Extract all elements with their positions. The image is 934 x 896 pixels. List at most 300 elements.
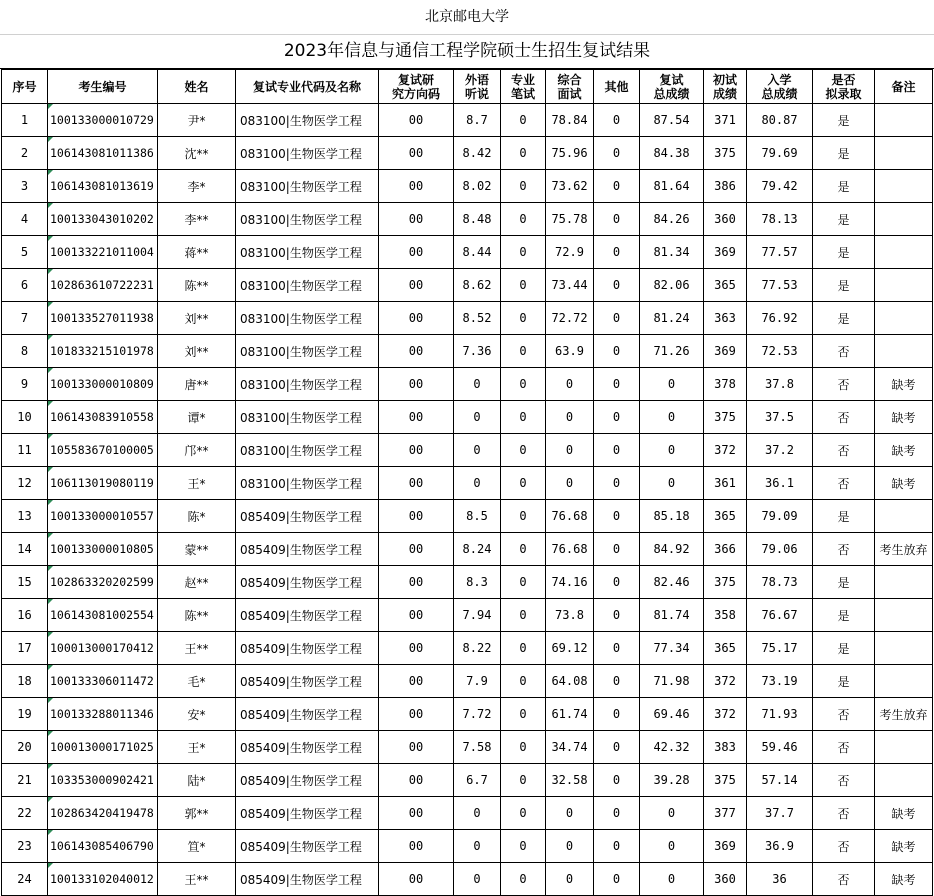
cell-name: 邝**: [158, 434, 236, 467]
cell-index: 5: [2, 236, 48, 269]
cell-major: 083100|生物医学工程: [236, 170, 379, 203]
cell-admission-total: 78.73: [747, 566, 813, 599]
cell-foreign-language: 0: [454, 467, 501, 500]
cell-name: 陈*: [158, 500, 236, 533]
col-header-major: 复试专业代码及名称: [236, 70, 379, 104]
table-row: [2, 500, 933, 533]
cell-other: 0: [594, 566, 640, 599]
cell-retest-total: 82.06: [640, 269, 704, 302]
cell-remark: [875, 599, 933, 632]
col-header-other: 其他: [594, 70, 640, 104]
cell-interview: 0: [546, 434, 594, 467]
cell-major: 083100|生物医学工程: [236, 302, 379, 335]
cell-research-direction: 00: [379, 533, 454, 566]
cell-index: 13: [2, 500, 48, 533]
cell-admitted: 否: [813, 830, 875, 863]
cell-interview: 69.12: [546, 632, 594, 665]
cell-research-direction: 00: [379, 797, 454, 830]
cell-other: 0: [594, 500, 640, 533]
cell-index: 4: [2, 203, 48, 236]
cell-other: 0: [594, 830, 640, 863]
cell-remark: 缺考: [875, 434, 933, 467]
cell-index: 24: [2, 863, 48, 896]
col-header-foreign-language: 外语 听说: [454, 70, 501, 104]
cell-retest-total: 0: [640, 401, 704, 434]
cell-initial-score: 383: [704, 731, 747, 764]
cell-other: 0: [594, 401, 640, 434]
cell-admitted: 是: [813, 236, 875, 269]
cell-name: 沈**: [158, 137, 236, 170]
cell-foreign-language: 7.58: [454, 731, 501, 764]
cell-major: 085409|生物医学工程: [236, 797, 379, 830]
col-header-admitted: 是否 拟录取: [813, 70, 875, 104]
cell-foreign-language: 0: [454, 401, 501, 434]
cell-research-direction: 00: [379, 401, 454, 434]
cell-research-direction: 00: [379, 368, 454, 401]
cell-research-direction: 00: [379, 170, 454, 203]
cell-major: 083100|生物医学工程: [236, 203, 379, 236]
cell-interview: 32.58: [546, 764, 594, 797]
cell-interview: 75.96: [546, 137, 594, 170]
cell-name: 安*: [158, 698, 236, 731]
cell-other: 0: [594, 104, 640, 137]
cell-name: 王**: [158, 632, 236, 665]
cell-other: 0: [594, 170, 640, 203]
cell-research-direction: 00: [379, 698, 454, 731]
cell-remark: 缺考: [875, 863, 933, 896]
cell-name: 郭**: [158, 797, 236, 830]
cell-index: 23: [2, 830, 48, 863]
cell-research-direction: 00: [379, 599, 454, 632]
cell-index: 10: [2, 401, 48, 434]
table-row: [2, 863, 933, 896]
cell-interview: 72.72: [546, 302, 594, 335]
cell-initial-score: 375: [704, 566, 747, 599]
cell-index: 18: [2, 665, 48, 698]
cell-foreign-language: 0: [454, 368, 501, 401]
cell-name: 刘**: [158, 302, 236, 335]
cell-index: 21: [2, 764, 48, 797]
cell-remark: 考生放弃: [875, 698, 933, 731]
cell-interview: 76.68: [546, 533, 594, 566]
cell-index: 19: [2, 698, 48, 731]
cell-written-exam: 0: [501, 830, 546, 863]
table-row: [2, 698, 933, 731]
cell-other: 0: [594, 434, 640, 467]
table-row: [2, 731, 933, 764]
cell-major: 085409|生物医学工程: [236, 533, 379, 566]
cell-index: 7: [2, 302, 48, 335]
cell-candidate-id: 100133000010805: [48, 533, 158, 566]
cell-retest-total: 39.28: [640, 764, 704, 797]
cell-initial-score: 372: [704, 665, 747, 698]
cell-other: 0: [594, 698, 640, 731]
cell-foreign-language: 8.44: [454, 236, 501, 269]
cell-candidate-id: 100133102040012: [48, 863, 158, 896]
cell-retest-total: 42.32: [640, 731, 704, 764]
cell-other: 0: [594, 632, 640, 665]
cell-major: 083100|生物医学工程: [236, 401, 379, 434]
cell-interview: 73.44: [546, 269, 594, 302]
cell-major: 085409|生物医学工程: [236, 731, 379, 764]
table-row: [2, 632, 933, 665]
cell-index: 12: [2, 467, 48, 500]
table-row: [2, 236, 933, 269]
cell-candidate-id: 106143081013619: [48, 170, 158, 203]
cell-foreign-language: 0: [454, 830, 501, 863]
cell-admission-total: 79.06: [747, 533, 813, 566]
table-row: [2, 830, 933, 863]
cell-interview: 0: [546, 863, 594, 896]
cell-name: 陆*: [158, 764, 236, 797]
cell-research-direction: 00: [379, 335, 454, 368]
table-row: [2, 566, 933, 599]
cell-name: 刘**: [158, 335, 236, 368]
cell-major: 083100|生物医学工程: [236, 104, 379, 137]
cell-initial-score: 375: [704, 137, 747, 170]
cell-name: 尹*: [158, 104, 236, 137]
cell-admission-total: 72.53: [747, 335, 813, 368]
cell-interview: 74.16: [546, 566, 594, 599]
cell-retest-total: 84.26: [640, 203, 704, 236]
cell-interview: 75.78: [546, 203, 594, 236]
cell-initial-score: 361: [704, 467, 747, 500]
cell-admitted: 是: [813, 269, 875, 302]
cell-retest-total: 71.26: [640, 335, 704, 368]
cell-candidate-id: 102863420419478: [48, 797, 158, 830]
cell-retest-total: 81.34: [640, 236, 704, 269]
cell-admitted: 否: [813, 467, 875, 500]
table-row: [2, 302, 933, 335]
cell-admission-total: 73.19: [747, 665, 813, 698]
table-row: [2, 368, 933, 401]
cell-name: 王*: [158, 467, 236, 500]
cell-retest-total: 81.64: [640, 170, 704, 203]
cell-major: 085409|生物医学工程: [236, 863, 379, 896]
cell-foreign-language: 8.02: [454, 170, 501, 203]
results-table: [1, 69, 933, 896]
cell-initial-score: 365: [704, 500, 747, 533]
cell-initial-score: 372: [704, 434, 747, 467]
cell-other: 0: [594, 731, 640, 764]
cell-foreign-language: 8.22: [454, 632, 501, 665]
cell-written-exam: 0: [501, 533, 546, 566]
cell-major: 083100|生物医学工程: [236, 368, 379, 401]
cell-admitted: 否: [813, 863, 875, 896]
cell-initial-score: 358: [704, 599, 747, 632]
cell-admission-total: 76.67: [747, 599, 813, 632]
cell-name: 陈**: [158, 269, 236, 302]
cell-retest-total: 69.46: [640, 698, 704, 731]
table-row: [2, 269, 933, 302]
table-row: [2, 401, 933, 434]
cell-remark: [875, 731, 933, 764]
cell-admission-total: 59.46: [747, 731, 813, 764]
cell-written-exam: 0: [501, 863, 546, 896]
cell-written-exam: 0: [501, 104, 546, 137]
cell-admission-total: 77.57: [747, 236, 813, 269]
cell-interview: 72.9: [546, 236, 594, 269]
cell-remark: [875, 104, 933, 137]
cell-research-direction: 00: [379, 104, 454, 137]
cell-index: 2: [2, 137, 48, 170]
cell-name: 李*: [158, 170, 236, 203]
table-row: [2, 434, 933, 467]
cell-index: 16: [2, 599, 48, 632]
cell-major: 083100|生物医学工程: [236, 236, 379, 269]
header-row: [2, 70, 933, 104]
cell-major: 085409|生物医学工程: [236, 599, 379, 632]
table-row: [2, 797, 933, 830]
cell-interview: 0: [546, 797, 594, 830]
table-row: [2, 137, 933, 170]
cell-index: 8: [2, 335, 48, 368]
cell-admission-total: 79.42: [747, 170, 813, 203]
table-row: [2, 599, 933, 632]
cell-admission-total: 36: [747, 863, 813, 896]
cell-initial-score: 386: [704, 170, 747, 203]
cell-remark: [875, 137, 933, 170]
cell-retest-total: 0: [640, 797, 704, 830]
cell-retest-total: 0: [640, 434, 704, 467]
cell-index: 11: [2, 434, 48, 467]
cell-admitted: 否: [813, 533, 875, 566]
cell-foreign-language: 7.94: [454, 599, 501, 632]
cell-candidate-id: 100133288011346: [48, 698, 158, 731]
cell-interview: 76.68: [546, 500, 594, 533]
cell-written-exam: 0: [501, 368, 546, 401]
cell-initial-score: 369: [704, 830, 747, 863]
cell-major: 085409|生物医学工程: [236, 566, 379, 599]
cell-index: 17: [2, 632, 48, 665]
cell-initial-score: 365: [704, 269, 747, 302]
cell-candidate-id: 106143081002554: [48, 599, 158, 632]
cell-admitted: 是: [813, 137, 875, 170]
cell-other: 0: [594, 665, 640, 698]
cell-interview: 78.84: [546, 104, 594, 137]
col-header-remark: 备注: [875, 70, 933, 104]
university-name: 北京邮电大学: [0, 0, 934, 35]
cell-admitted: 是: [813, 302, 875, 335]
cell-major: 083100|生物医学工程: [236, 269, 379, 302]
cell-name: 蒋**: [158, 236, 236, 269]
cell-remark: [875, 203, 933, 236]
cell-remark: 考生放弃: [875, 533, 933, 566]
cell-candidate-id: 100133527011938: [48, 302, 158, 335]
cell-major: 085409|生物医学工程: [236, 500, 379, 533]
cell-major: 083100|生物医学工程: [236, 467, 379, 500]
cell-foreign-language: 6.7: [454, 764, 501, 797]
cell-index: 20: [2, 731, 48, 764]
cell-admission-total: 36.9: [747, 830, 813, 863]
cell-admission-total: 37.7: [747, 797, 813, 830]
cell-candidate-id: 100013000171025: [48, 731, 158, 764]
cell-research-direction: 00: [379, 302, 454, 335]
cell-other: 0: [594, 269, 640, 302]
cell-name: 王*: [158, 731, 236, 764]
cell-other: 0: [594, 368, 640, 401]
cell-written-exam: 0: [501, 566, 546, 599]
cell-index: 1: [2, 104, 48, 137]
cell-research-direction: 00: [379, 236, 454, 269]
cell-interview: 0: [546, 830, 594, 863]
cell-research-direction: 00: [379, 566, 454, 599]
cell-other: 0: [594, 335, 640, 368]
cell-research-direction: 00: [379, 203, 454, 236]
col-header-admission-total: 入学 总成绩: [747, 70, 813, 104]
cell-written-exam: 0: [501, 665, 546, 698]
cell-admission-total: 80.87: [747, 104, 813, 137]
cell-initial-score: 360: [704, 203, 747, 236]
cell-research-direction: 00: [379, 665, 454, 698]
table-row: [2, 467, 933, 500]
cell-initial-score: 360: [704, 863, 747, 896]
document-title: 2023年信息与通信工程学院硕士生招生复试结果: [0, 35, 934, 69]
cell-foreign-language: 0: [454, 434, 501, 467]
cell-written-exam: 0: [501, 302, 546, 335]
cell-admission-total: 75.17: [747, 632, 813, 665]
cell-name: 唐**: [158, 368, 236, 401]
cell-foreign-language: 8.7: [454, 104, 501, 137]
cell-admitted: 是: [813, 170, 875, 203]
cell-research-direction: 00: [379, 137, 454, 170]
cell-initial-score: 365: [704, 632, 747, 665]
cell-remark: [875, 236, 933, 269]
col-header-index: 序号: [2, 70, 48, 104]
cell-other: 0: [594, 533, 640, 566]
cell-written-exam: 0: [501, 401, 546, 434]
cell-initial-score: 366: [704, 533, 747, 566]
cell-admission-total: 79.69: [747, 137, 813, 170]
cell-remark: [875, 500, 933, 533]
cell-initial-score: 378: [704, 368, 747, 401]
cell-research-direction: 00: [379, 764, 454, 797]
cell-name: 蒙**: [158, 533, 236, 566]
cell-major: 085409|生物医学工程: [236, 764, 379, 797]
cell-foreign-language: 0: [454, 863, 501, 896]
cell-written-exam: 0: [501, 599, 546, 632]
cell-candidate-id: 100133000010557: [48, 500, 158, 533]
cell-candidate-id: 103353000902421: [48, 764, 158, 797]
cell-admission-total: 37.8: [747, 368, 813, 401]
cell-index: 14: [2, 533, 48, 566]
cell-written-exam: 0: [501, 137, 546, 170]
cell-admitted: 是: [813, 599, 875, 632]
cell-written-exam: 0: [501, 335, 546, 368]
cell-name: 王**: [158, 863, 236, 896]
cell-admitted: 是: [813, 632, 875, 665]
cell-research-direction: 00: [379, 467, 454, 500]
cell-written-exam: 0: [501, 467, 546, 500]
cell-candidate-id: 102863320202599: [48, 566, 158, 599]
cell-initial-score: 375: [704, 401, 747, 434]
col-header-initial-score: 初试 成绩: [704, 70, 747, 104]
cell-retest-total: 0: [640, 368, 704, 401]
cell-remark: [875, 632, 933, 665]
cell-retest-total: 84.92: [640, 533, 704, 566]
table-row: [2, 335, 933, 368]
table-row: [2, 203, 933, 236]
table-row: [2, 170, 933, 203]
cell-written-exam: 0: [501, 698, 546, 731]
cell-foreign-language: 8.3: [454, 566, 501, 599]
cell-foreign-language: 8.48: [454, 203, 501, 236]
cell-major: 085409|生物医学工程: [236, 830, 379, 863]
cell-admission-total: 79.09: [747, 500, 813, 533]
cell-remark: 缺考: [875, 401, 933, 434]
cell-index: 22: [2, 797, 48, 830]
cell-research-direction: 00: [379, 434, 454, 467]
cell-candidate-id: 100013000170412: [48, 632, 158, 665]
cell-retest-total: 0: [640, 863, 704, 896]
cell-remark: 缺考: [875, 467, 933, 500]
cell-written-exam: 0: [501, 797, 546, 830]
cell-retest-total: 81.24: [640, 302, 704, 335]
cell-foreign-language: 8.5: [454, 500, 501, 533]
cell-candidate-id: 100133221011004: [48, 236, 158, 269]
cell-index: 6: [2, 269, 48, 302]
cell-interview: 61.74: [546, 698, 594, 731]
cell-initial-score: 372: [704, 698, 747, 731]
cell-written-exam: 0: [501, 500, 546, 533]
cell-retest-total: 71.98: [640, 665, 704, 698]
cell-index: 3: [2, 170, 48, 203]
cell-initial-score: 363: [704, 302, 747, 335]
cell-interview: 0: [546, 401, 594, 434]
cell-admission-total: 36.1: [747, 467, 813, 500]
cell-foreign-language: 7.36: [454, 335, 501, 368]
cell-admission-total: 71.93: [747, 698, 813, 731]
cell-research-direction: 00: [379, 269, 454, 302]
cell-remark: [875, 764, 933, 797]
cell-written-exam: 0: [501, 269, 546, 302]
cell-candidate-id: 100133000010809: [48, 368, 158, 401]
cell-retest-total: 87.54: [640, 104, 704, 137]
cell-other: 0: [594, 236, 640, 269]
cell-admission-total: 76.92: [747, 302, 813, 335]
cell-research-direction: 00: [379, 500, 454, 533]
cell-candidate-id: 102863610722231: [48, 269, 158, 302]
cell-other: 0: [594, 302, 640, 335]
cell-retest-total: 77.34: [640, 632, 704, 665]
cell-remark: [875, 335, 933, 368]
cell-retest-total: 0: [640, 830, 704, 863]
cell-interview: 34.74: [546, 731, 594, 764]
cell-admission-total: 78.13: [747, 203, 813, 236]
cell-research-direction: 00: [379, 863, 454, 896]
cell-admitted: 否: [813, 401, 875, 434]
cell-candidate-id: 106143085406790: [48, 830, 158, 863]
cell-foreign-language: 8.62: [454, 269, 501, 302]
cell-admitted: 是: [813, 665, 875, 698]
cell-other: 0: [594, 764, 640, 797]
cell-interview: 0: [546, 368, 594, 401]
cell-major: 085409|生物医学工程: [236, 698, 379, 731]
col-header-name: 姓名: [158, 70, 236, 104]
cell-admission-total: 37.2: [747, 434, 813, 467]
cell-other: 0: [594, 599, 640, 632]
cell-other: 0: [594, 863, 640, 896]
cell-admitted: 否: [813, 434, 875, 467]
cell-admitted: 否: [813, 764, 875, 797]
table-row: [2, 764, 933, 797]
cell-interview: 64.08: [546, 665, 594, 698]
cell-written-exam: 0: [501, 170, 546, 203]
cell-retest-total: 84.38: [640, 137, 704, 170]
cell-foreign-language: 7.9: [454, 665, 501, 698]
cell-foreign-language: 8.24: [454, 533, 501, 566]
cell-major: 083100|生物医学工程: [236, 335, 379, 368]
